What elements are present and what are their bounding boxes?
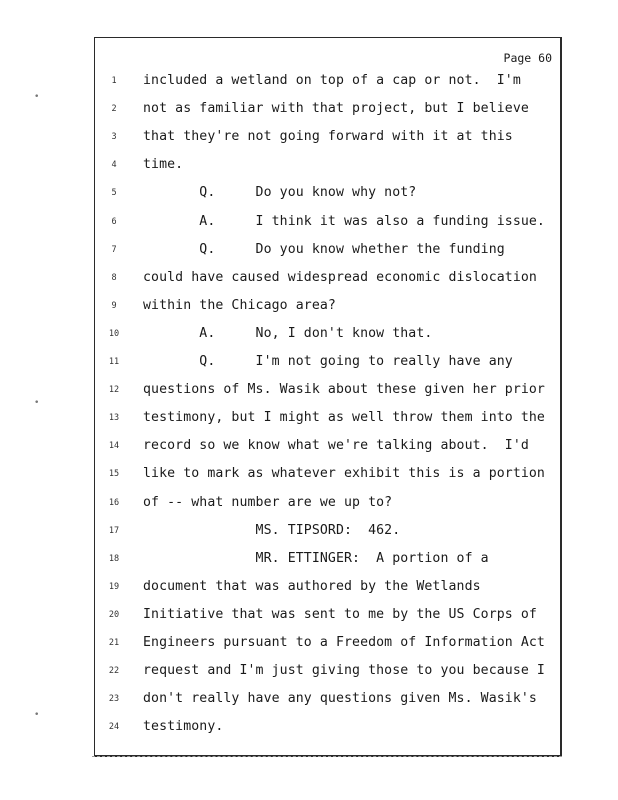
- line-number: 16: [108, 497, 120, 508]
- line-text: testimony.: [143, 719, 224, 735]
- line-number: 7: [111, 244, 117, 255]
- line-number: 9: [111, 300, 117, 311]
- page-bottom-edge: [92, 756, 562, 758]
- line-number: 23: [108, 694, 120, 705]
- line-text: MR. ETTINGER: A portion of a: [143, 550, 489, 566]
- line-number: 14: [108, 441, 120, 452]
- transcript-line: [95, 324, 560, 344]
- line-text: A. No, I don't know that.: [143, 325, 433, 341]
- line-number: 18: [108, 553, 120, 564]
- transcript-line: [95, 352, 560, 372]
- margin-mark-bottom: •: [34, 710, 40, 720]
- line-number: 19: [108, 581, 120, 592]
- margin-mark-top: •: [34, 92, 40, 102]
- line-number: 1: [111, 76, 117, 86]
- line-text: Initiative that was sent to me by the US Corps of: [143, 606, 537, 622]
- transcript-line: [95, 380, 560, 400]
- transcript-line: [95, 633, 560, 653]
- transcript-line: [95, 71, 560, 91]
- transcript-line: [95, 296, 560, 316]
- line-text: MS. TIPSORD: 462.: [143, 522, 401, 538]
- line-text: record so we know what we're talking about. I'd: [143, 438, 529, 454]
- transcript-page: [94, 37, 562, 757]
- line-number: 4: [111, 160, 117, 171]
- line-text: Q. I'm not going to really have any: [143, 354, 513, 369]
- line-number: 6: [111, 216, 117, 227]
- transcript-line: [95, 689, 560, 709]
- line-text: request and I'm just giving those to you because I: [143, 663, 545, 679]
- transcript-line: [95, 436, 560, 456]
- line-number: 24: [108, 722, 120, 733]
- transcript-line: [95, 240, 560, 260]
- line-number: 15: [108, 469, 120, 480]
- line-text: that they're not going forward with it at this: [143, 129, 513, 145]
- line-text: of -- what number are we up to?: [143, 494, 393, 510]
- line-text: testimony, but I might as well throw them into the: [143, 410, 545, 426]
- line-text: questions of Ms. Wasik about these given her prior: [143, 382, 545, 398]
- transcript-line: [95, 605, 560, 625]
- line-text: Engineers pursuant to a Freedom of Information Act: [143, 635, 545, 650]
- line-number: 17: [108, 525, 120, 536]
- transcript-line: [95, 549, 560, 569]
- line-number: 20: [108, 609, 120, 620]
- transcript-line: [95, 577, 560, 597]
- line-text: within the Chicago area?: [143, 297, 336, 313]
- line-number: 22: [108, 666, 120, 677]
- line-text: don't really have any questions given Ms. Wasik's: [143, 691, 537, 707]
- transcript-line: [95, 521, 560, 541]
- line-text: could have caused widespread economic dislocation: [143, 269, 537, 285]
- line-number: 21: [108, 638, 120, 648]
- line-text: Q. Do you know why not?: [143, 185, 417, 201]
- line-number: 2: [111, 104, 117, 115]
- transcript-line: [95, 99, 560, 119]
- line-number: 12: [108, 385, 120, 396]
- line-number: 8: [111, 272, 117, 283]
- page-number: Page 60: [503, 51, 552, 65]
- line-text: Q. Do you know whether the funding: [143, 241, 505, 257]
- margin-mark-middle: •: [34, 398, 40, 408]
- line-number: 5: [111, 188, 117, 199]
- line-text: included a wetland on top of a cap or not. I'm: [143, 73, 521, 88]
- transcript-line: [95, 155, 560, 175]
- transcript-line: [95, 408, 560, 428]
- line-number: 13: [108, 413, 120, 424]
- transcript-line: [95, 212, 560, 232]
- line-number: 3: [111, 132, 117, 143]
- line-text: A. I think it was also a funding issue.: [143, 213, 545, 229]
- line-text: document that was authored by the Wetlands: [143, 578, 481, 594]
- transcript-line: [95, 464, 560, 484]
- transcript-line: [95, 183, 560, 203]
- line-text: like to mark as whatever exhibit this is a portion: [143, 466, 545, 482]
- line-number: 10: [108, 328, 120, 339]
- line-number: 11: [108, 357, 120, 367]
- transcript-line: [95, 127, 560, 147]
- transcript-line: [95, 661, 560, 681]
- line-text: time.: [143, 157, 184, 173]
- transcript-line: [95, 717, 560, 737]
- line-text: not as familiar with that project, but I believe: [143, 101, 529, 117]
- transcript-line: [95, 493, 560, 513]
- transcript-line: [95, 268, 560, 288]
